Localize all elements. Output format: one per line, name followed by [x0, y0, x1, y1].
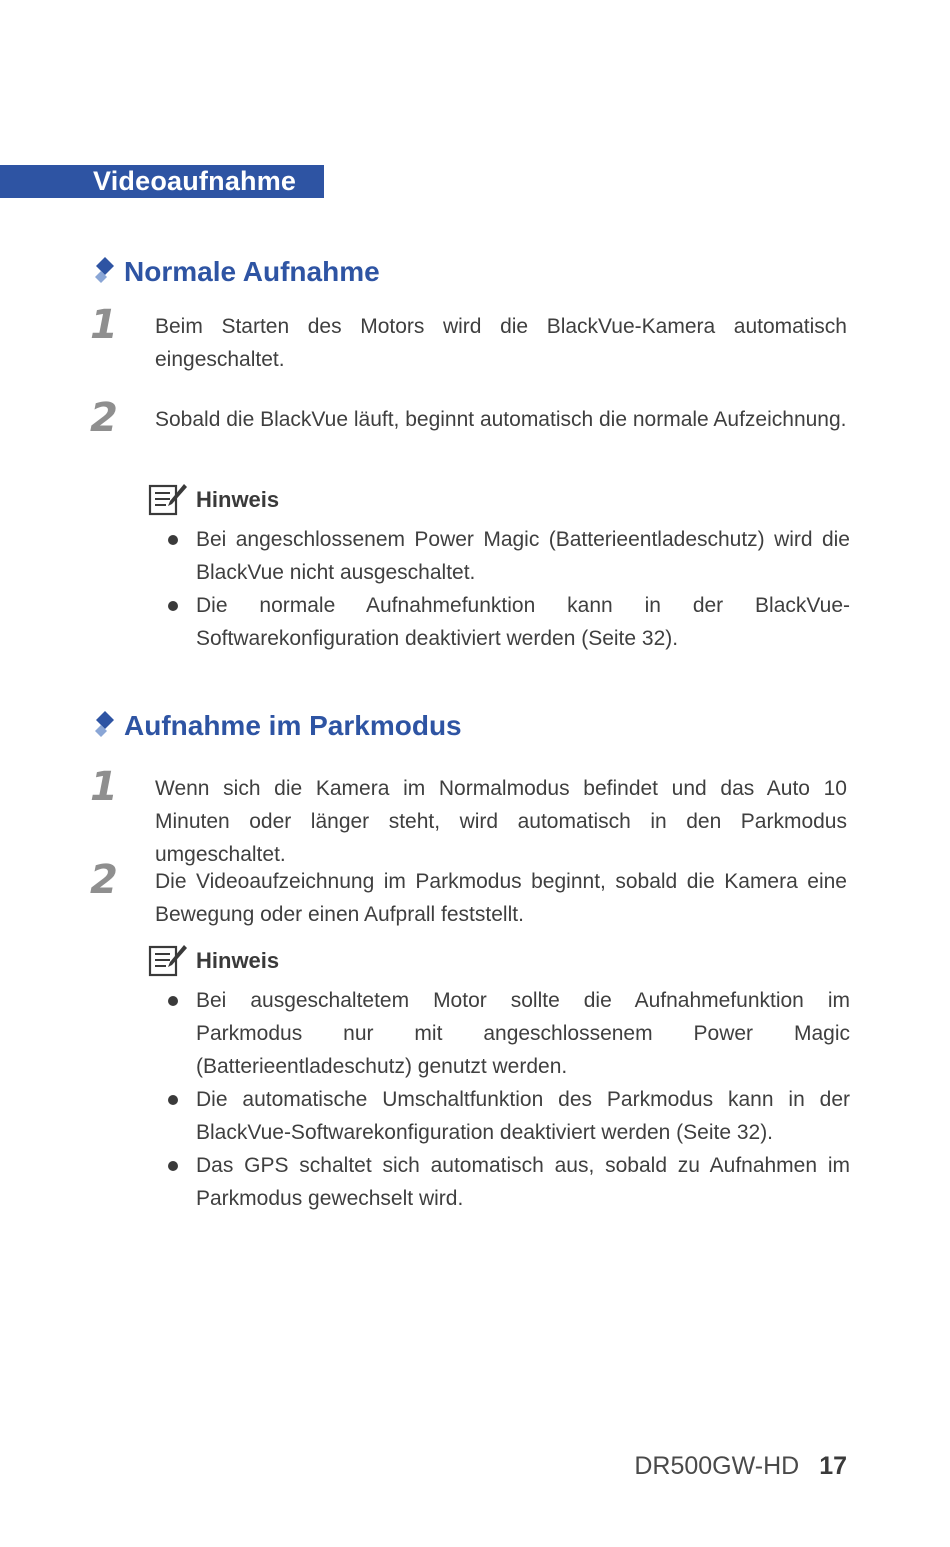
note-item: Das GPS schaltet sich automatisch aus, sobald zu Aufnahmen im Parkmodus gewechselt wird. — [148, 1149, 850, 1215]
note-list — [148, 523, 850, 655]
note-pencil-icon — [148, 482, 188, 518]
note-item: Bei angeschlossenem Power Magic (Batterieentladeschutz) wird die BlackVue nicht ausgeschaltet. — [148, 523, 850, 589]
note-item: Die automatische Umschaltfunktion des Parkmodus kann in der BlackVue-Softwarekonfiguration deaktiviert werden (Seite 32). — [148, 1083, 850, 1149]
step-text: Wenn sich die Kamera im Normalmodus befindet und das Auto 10 Minuten oder länger steht, wird automatisch in den Parkmodus umgeschaltet. — [155, 777, 847, 866]
note-item: Bei ausgeschaltetem Motor sollte die Aufnahmefunktion im Parkmodus nur mit angeschlossenem Power Magic (Batterieentladeschutz) genutzt werden. — [148, 984, 850, 1083]
page-number: 17 — [819, 1452, 847, 1480]
bullet-icon — [168, 601, 178, 611]
step-number: 2 — [90, 857, 118, 903]
model-name: DR500GW-HD — [634, 1452, 800, 1480]
section-title: Normale Aufnahme — [124, 256, 380, 287]
page-footer — [634, 1452, 847, 1481]
bullet-icon — [168, 1161, 178, 1171]
diamond-icon — [92, 255, 118, 287]
page-title: Videoaufnahme — [93, 166, 297, 196]
step-text: Die Videoaufzeichnung im Parkmodus beginnt, sobald die Kamera eine Bewegung oder einen Aufprall feststellt. — [155, 870, 847, 926]
step-number: 2 — [90, 395, 118, 441]
step-number: 1 — [90, 302, 118, 348]
section-title-bar — [0, 165, 324, 198]
bullet-icon — [168, 1095, 178, 1105]
step-number: 1 — [90, 764, 118, 810]
bullet-icon — [168, 535, 178, 545]
bullet-icon — [168, 996, 178, 1006]
step-text: Beim Starten des Motors wird die BlackVue-Kamera automatisch eingeschaltet. — [155, 315, 847, 371]
step-text: Sobald die BlackVue läuft, beginnt automatisch die normale Aufzeichnung. — [155, 408, 847, 431]
note-label: Hinweis — [196, 948, 280, 973]
note-label: Hinweis — [196, 487, 280, 512]
note-list — [148, 984, 850, 1215]
note-item: Die normale Aufnahmefunktion kann in der BlackVue-Softwarekonfiguration deaktiviert werden (Seite 32). — [148, 589, 850, 655]
note-pencil-icon — [148, 943, 188, 979]
diamond-icon — [92, 709, 118, 741]
section-title: Aufnahme im Parkmodus — [124, 710, 462, 741]
